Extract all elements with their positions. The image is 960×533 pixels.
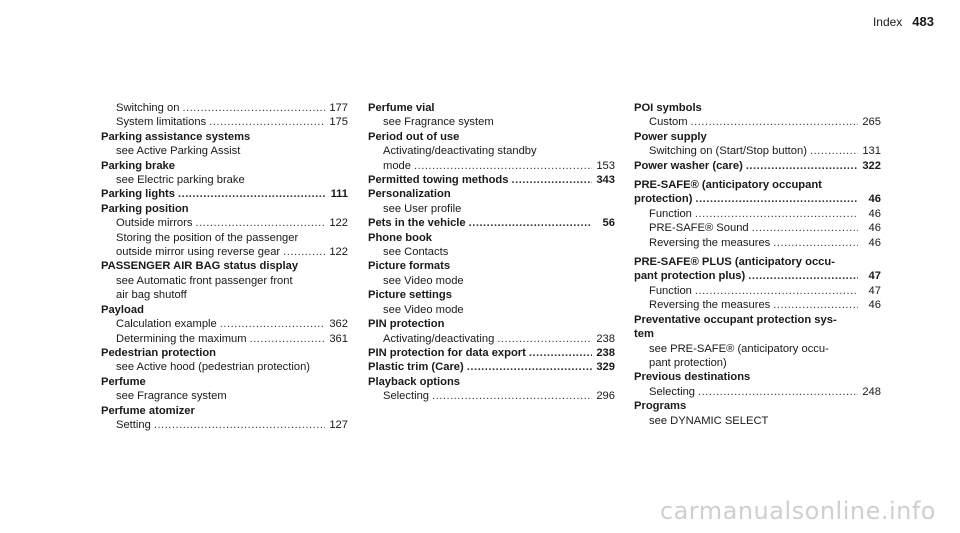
entry-page-number: 296 bbox=[596, 390, 615, 403]
index-subentry[interactable] bbox=[101, 317, 348, 331]
entry-text: Personalization bbox=[368, 188, 451, 201]
entry-text: Parking lights bbox=[101, 188, 175, 201]
entry-text: pant protection) bbox=[649, 356, 727, 369]
leader-dots bbox=[209, 115, 325, 129]
index-entry[interactable] bbox=[101, 303, 348, 317]
index-entry[interactable] bbox=[368, 288, 615, 302]
entry-text: Previous destinations bbox=[634, 371, 751, 384]
index-subentry[interactable] bbox=[101, 173, 348, 187]
index-subentry[interactable] bbox=[634, 144, 881, 158]
entry-page-number: 46 bbox=[868, 299, 881, 312]
index-column-3 bbox=[634, 101, 881, 428]
index-subentry[interactable] bbox=[101, 245, 348, 259]
entry-text: mode bbox=[383, 159, 411, 172]
entry-text: tem bbox=[634, 328, 654, 341]
entry-text: Custom bbox=[649, 116, 688, 129]
index-subentry[interactable] bbox=[101, 144, 348, 158]
leader-dots bbox=[154, 418, 325, 432]
index-subentry[interactable] bbox=[101, 288, 348, 302]
index-entry[interactable] bbox=[368, 173, 615, 187]
index-subentry[interactable] bbox=[101, 115, 348, 129]
index-subentry[interactable] bbox=[368, 202, 615, 216]
index-entry[interactable] bbox=[368, 259, 615, 273]
entry-text: Parking position bbox=[101, 202, 189, 215]
entry-page-number: 122 bbox=[329, 246, 348, 259]
index-subentry[interactable] bbox=[101, 231, 348, 245]
leader-dots bbox=[810, 144, 858, 158]
leader-dots bbox=[773, 236, 858, 250]
entry-text: PRE-SAFE® PLUS (anticipatory occu- bbox=[634, 256, 835, 269]
entry-page-number: 238 bbox=[596, 346, 615, 359]
index-entry[interactable] bbox=[101, 404, 348, 418]
entry-page-number: 362 bbox=[329, 318, 348, 331]
index-subentry[interactable] bbox=[368, 274, 615, 288]
entry-text: see DYNAMIC SELECT bbox=[649, 414, 769, 427]
page-section-title: Index bbox=[872, 15, 903, 29]
entry-page-number: 329 bbox=[596, 361, 615, 374]
entry-text: POI symbols bbox=[634, 102, 702, 114]
index-entry[interactable] bbox=[101, 187, 348, 201]
index-subentry[interactable] bbox=[101, 418, 348, 432]
index-entry[interactable] bbox=[634, 313, 881, 327]
entry-text: pant protection plus) bbox=[634, 270, 746, 283]
entry-text: Setting bbox=[116, 418, 151, 431]
entry-text: see Active Parking Assist bbox=[116, 145, 241, 158]
index-entry[interactable] bbox=[634, 255, 881, 269]
index-subentry[interactable] bbox=[101, 389, 348, 403]
index-subentry[interactable] bbox=[101, 360, 348, 374]
index-entry[interactable] bbox=[368, 360, 615, 374]
entry-text: Reversing the measures bbox=[649, 299, 771, 312]
index-entry[interactable] bbox=[368, 231, 615, 245]
entry-page-number: 322 bbox=[862, 159, 881, 172]
entry-page-number: 46 bbox=[868, 193, 881, 206]
entry-text: Activating/deactivating bbox=[383, 332, 495, 345]
index-subentry[interactable] bbox=[634, 342, 881, 356]
index-subentry[interactable] bbox=[634, 414, 881, 428]
leader-dots bbox=[414, 159, 592, 173]
index-subentry[interactable] bbox=[634, 298, 881, 312]
index-column-1 bbox=[101, 101, 348, 432]
entry-text: PIN protection for data export bbox=[368, 346, 526, 359]
index-subentry[interactable] bbox=[101, 332, 348, 346]
entry-text: Programs bbox=[634, 400, 687, 413]
entry-text: System limitations bbox=[116, 116, 207, 129]
entry-page-number: 122 bbox=[329, 217, 348, 230]
leader-dots bbox=[773, 298, 858, 312]
leader-dots bbox=[748, 269, 858, 283]
leader-dots bbox=[432, 389, 592, 403]
leader-dots bbox=[529, 346, 592, 360]
leader-dots bbox=[752, 221, 858, 235]
entry-text: outside mirror using reverse gear bbox=[116, 246, 281, 259]
index-subentry[interactable] bbox=[634, 284, 881, 298]
index-subentry[interactable] bbox=[368, 144, 615, 158]
index-subentry[interactable] bbox=[634, 115, 881, 129]
entry-text: see User profile bbox=[383, 202, 462, 215]
leader-dots bbox=[695, 192, 858, 206]
leader-dots bbox=[695, 207, 858, 221]
entry-text: Function bbox=[649, 284, 692, 297]
entry-page-number: 153 bbox=[596, 159, 615, 172]
watermark: carmanualsonline.info bbox=[659, 497, 936, 525]
entry-page-number: 47 bbox=[868, 270, 881, 283]
entry-text: see Electric parking brake bbox=[116, 174, 245, 187]
entry-text: Permitted towing methods bbox=[368, 174, 509, 187]
entry-page-number: 175 bbox=[329, 116, 348, 129]
entry-page-number: 238 bbox=[596, 332, 615, 345]
entry-text: see Video mode bbox=[383, 274, 464, 287]
entry-page-number: 46 bbox=[868, 207, 881, 220]
entry-page-number: 127 bbox=[329, 418, 348, 431]
index-entry[interactable] bbox=[634, 269, 881, 283]
entry-text: Perfume vial bbox=[368, 102, 435, 114]
entry-text: protection) bbox=[634, 193, 693, 206]
entry-text: Switching on (Start/Stop button) bbox=[649, 145, 807, 158]
entry-text: Power supply bbox=[634, 130, 707, 143]
index-entry[interactable] bbox=[634, 370, 881, 384]
entry-text: see Contacts bbox=[383, 246, 449, 259]
leader-dots bbox=[511, 173, 592, 187]
entry-text: Selecting bbox=[383, 390, 430, 403]
index-column-2 bbox=[368, 101, 615, 404]
entry-text: Switching on bbox=[116, 102, 180, 114]
leader-dots bbox=[695, 284, 858, 298]
leader-dots bbox=[250, 332, 325, 346]
entry-text: Determining the maximum bbox=[116, 332, 247, 345]
entry-text: Storing the position of the passenger bbox=[116, 231, 299, 244]
entry-text: PRE-SAFE® (anticipatory occupant bbox=[634, 179, 822, 192]
entry-text: see Video mode bbox=[383, 303, 464, 316]
entry-text: PIN protection bbox=[368, 318, 445, 331]
leader-dots bbox=[691, 115, 858, 129]
entry-text: Playback options bbox=[368, 375, 461, 388]
leader-dots bbox=[469, 216, 592, 230]
entry-text: Parking assistance systems bbox=[101, 130, 251, 143]
entry-page-number: 343 bbox=[596, 174, 615, 187]
entry-text: Reversing the measures bbox=[649, 236, 771, 249]
index-subentry[interactable] bbox=[368, 159, 615, 173]
entry-page-number: 46 bbox=[868, 236, 881, 249]
entry-text: Parking brake bbox=[101, 159, 175, 172]
page-header bbox=[873, 14, 934, 29]
entry-text: Pets in the vehicle bbox=[368, 217, 466, 230]
index-entry[interactable] bbox=[101, 259, 348, 273]
index-entry[interactable] bbox=[634, 192, 881, 206]
index-subentry[interactable] bbox=[368, 303, 615, 317]
entry-text: Period out of use bbox=[368, 130, 460, 143]
index-entry[interactable] bbox=[368, 216, 615, 230]
entry-page-number: 131 bbox=[862, 145, 881, 158]
index-subentry[interactable] bbox=[101, 216, 348, 230]
index-entry[interactable] bbox=[368, 101, 615, 115]
index-subentry[interactable] bbox=[634, 236, 881, 250]
index-subentry[interactable] bbox=[634, 207, 881, 221]
index-entry[interactable] bbox=[634, 178, 881, 192]
entry-text: Pedestrian protection bbox=[101, 346, 217, 359]
entry-text: PRE-SAFE® Sound bbox=[649, 222, 749, 235]
entry-text: see PRE-SAFE® (anticipatory occu- bbox=[649, 342, 829, 355]
page-number: 483 bbox=[912, 14, 934, 29]
index-entry[interactable] bbox=[368, 375, 615, 389]
entry-text: see Active hood (pedestrian protection) bbox=[116, 361, 311, 374]
index-entry[interactable] bbox=[634, 327, 881, 341]
entry-text: Preventative occupant protection sys- bbox=[634, 313, 837, 326]
entry-text: Selecting bbox=[649, 385, 696, 398]
index-entry[interactable] bbox=[101, 375, 348, 389]
index-subentry[interactable] bbox=[368, 245, 615, 259]
entry-text: PASSENGER AIR BAG status display bbox=[101, 260, 299, 273]
entry-text: Payload bbox=[101, 303, 144, 316]
entry-text: Plastic trim (Care) bbox=[368, 361, 464, 374]
leader-dots bbox=[178, 187, 325, 201]
entry-text: Picture formats bbox=[368, 260, 451, 273]
entry-text: air bag shutoff bbox=[116, 289, 187, 302]
entry-page-number: 248 bbox=[862, 385, 881, 398]
leader-dots bbox=[182, 101, 325, 115]
index-subentry[interactable] bbox=[368, 389, 615, 403]
entry-text: see Fragrance system bbox=[383, 116, 494, 129]
index-subentry[interactable] bbox=[368, 332, 615, 346]
entry-text: Perfume atomizer bbox=[101, 404, 195, 417]
index-entry[interactable] bbox=[368, 346, 615, 360]
leader-dots bbox=[467, 360, 592, 374]
index-subentry[interactable] bbox=[368, 115, 615, 129]
entry-text: Phone book bbox=[368, 231, 433, 244]
index-entry[interactable] bbox=[101, 130, 348, 144]
index-entry[interactable] bbox=[368, 130, 615, 144]
index-subentry[interactable] bbox=[101, 101, 348, 115]
leader-dots bbox=[746, 159, 858, 173]
leader-dots bbox=[220, 317, 325, 331]
index-subentry[interactable] bbox=[634, 356, 881, 370]
entry-page-number: 265 bbox=[862, 116, 881, 129]
entry-text: Picture settings bbox=[368, 289, 452, 302]
index-entry[interactable] bbox=[368, 317, 615, 331]
index-entry[interactable] bbox=[634, 101, 881, 115]
entry-text: see Fragrance system bbox=[116, 390, 227, 403]
entry-text: Power washer (care) bbox=[634, 159, 743, 172]
index-entry[interactable] bbox=[101, 346, 348, 360]
leader-dots bbox=[283, 245, 325, 259]
index-entry[interactable] bbox=[368, 187, 615, 201]
entry-page-number: 47 bbox=[868, 284, 881, 297]
index-subentry[interactable] bbox=[634, 221, 881, 235]
entry-text: Outside mirrors bbox=[116, 217, 193, 230]
entry-page-number: 111 bbox=[330, 188, 348, 201]
leader-dots bbox=[497, 332, 592, 346]
index-entry[interactable] bbox=[634, 130, 881, 144]
leader-dots bbox=[698, 385, 858, 399]
index-entry[interactable] bbox=[101, 202, 348, 216]
index-subentry[interactable] bbox=[101, 274, 348, 288]
entry-page-number: 46 bbox=[868, 222, 881, 235]
entry-text: see Automatic front passenger front bbox=[116, 274, 293, 287]
index-entry[interactable] bbox=[634, 399, 881, 413]
entry-text: Function bbox=[649, 207, 692, 220]
entry-text: Perfume bbox=[101, 375, 146, 388]
entry-page-number: 361 bbox=[329, 332, 348, 345]
leader-dots bbox=[195, 216, 325, 230]
index-entry[interactable] bbox=[634, 159, 881, 173]
index-entry[interactable] bbox=[101, 159, 348, 173]
entry-page-number: 56 bbox=[602, 217, 615, 230]
entry-page-number: 177 bbox=[329, 102, 348, 114]
index-subentry[interactable] bbox=[634, 385, 881, 399]
entry-text: Activating/deactivating standby bbox=[383, 145, 537, 158]
entry-text: Calculation example bbox=[116, 318, 217, 331]
